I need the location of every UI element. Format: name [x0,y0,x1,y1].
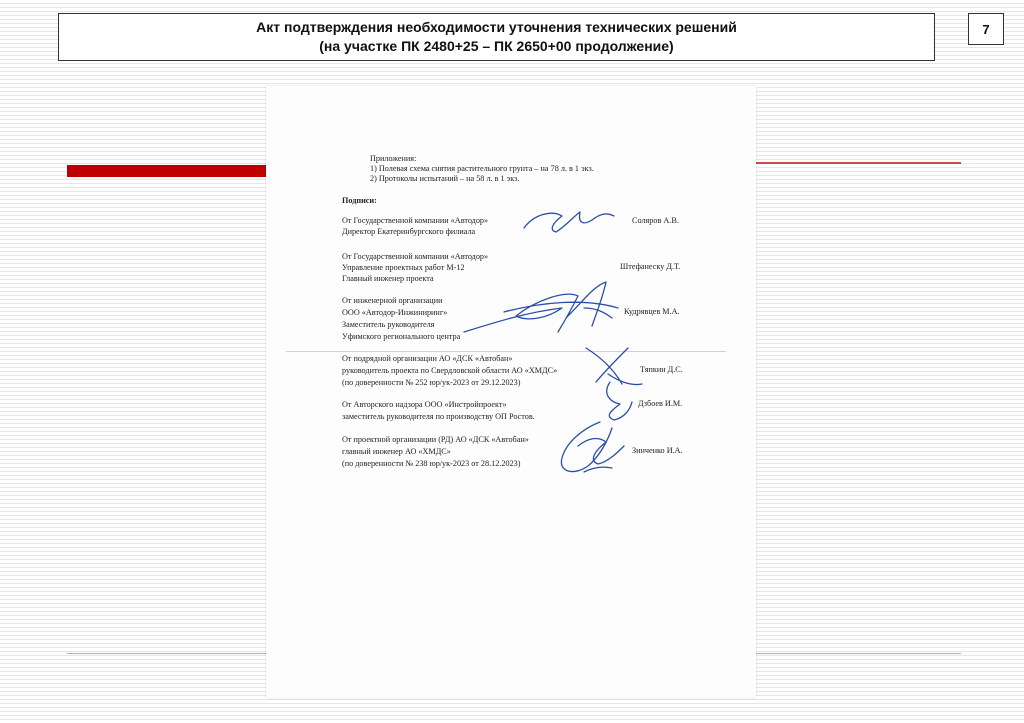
signature-4 [586,348,642,385]
signatory-name: Штефанеску Д.Т. [620,262,681,271]
title-line-1: Акт подтверждения необходимости уточнения технических решений [256,19,737,35]
attachments-heading: Приложения: [370,154,417,163]
signatory-name: Зинченко И.А. [632,446,683,455]
signature-5 [607,382,632,420]
slide-title [58,13,935,61]
footer-line-right [756,653,961,654]
signatory-line: От проектной организации (РД) АО «ДСК «Автобан» [342,435,529,444]
footer-line-left [67,653,267,654]
signatory-line: главный инженер АО «ХМДС» [342,447,451,456]
signatory-line: (по доверенности № 238 юр/ук-2023 от 28.12.2023) [342,459,521,468]
signature-1 [524,212,614,232]
signatory-line: Управление проектных работ М-12 [342,263,465,272]
signatory-line: Уфимского регионального центра [342,332,461,341]
signatory-line: От Государственной компании «Автодор» [342,252,489,261]
red-accent-line [756,162,961,164]
signatory-line: От подрядной организации АО «ДСК «Автобан» [342,354,513,363]
signatory-line: Директор Екатеринбургского филиала [342,227,476,236]
page-number: 7 [968,13,1004,45]
signatures-heading: Подписи: [342,196,377,205]
signatory-line: ООО «Автодор-Инжиниринг» [342,308,448,317]
signatory-line: заместитель руководителя по производству ОП Ростов. [342,412,535,421]
signature-3 [464,282,618,332]
signatory-line: Главный инженер проекта [342,274,434,283]
signatory-line: От инженерной организации [342,296,443,305]
signatory-name: Дзбоев И.М. [638,399,683,408]
signatory-line: (по доверенности № 252 юр/ук-2023 от 29.12.2023) [342,378,521,387]
red-accent-bar [67,165,267,177]
signatory-line: От Государственной компании «Автодор» [342,216,489,225]
attachment-item: 2) Протоколы испытаний – на 58 л. в 1 экз. [370,174,520,183]
title-line-2: (на участке ПК 2480+25 – ПК 2650+00 продолжение) [319,38,674,54]
signatory-name: Кудрявцев М.А. [624,307,680,316]
scanned-document [266,86,756,698]
signatory-name: Тяпкин Д.С. [640,365,683,374]
signatory-name: Соляров А.В. [632,216,679,225]
attachment-item: 1) Полевая схема снятия растительного грунта – на 78 л. в 1 экз. [370,164,594,173]
signatory-line: От Авторского надзора ООО «Инстройпроект» [342,400,507,409]
scan-artifact-line [286,351,726,352]
signatory-line: руководитель проекта по Свердловской области АО «ХМДС» [342,366,558,375]
signature-6 [561,422,624,472]
signatory-line: Заместитель руководителя [342,320,435,329]
